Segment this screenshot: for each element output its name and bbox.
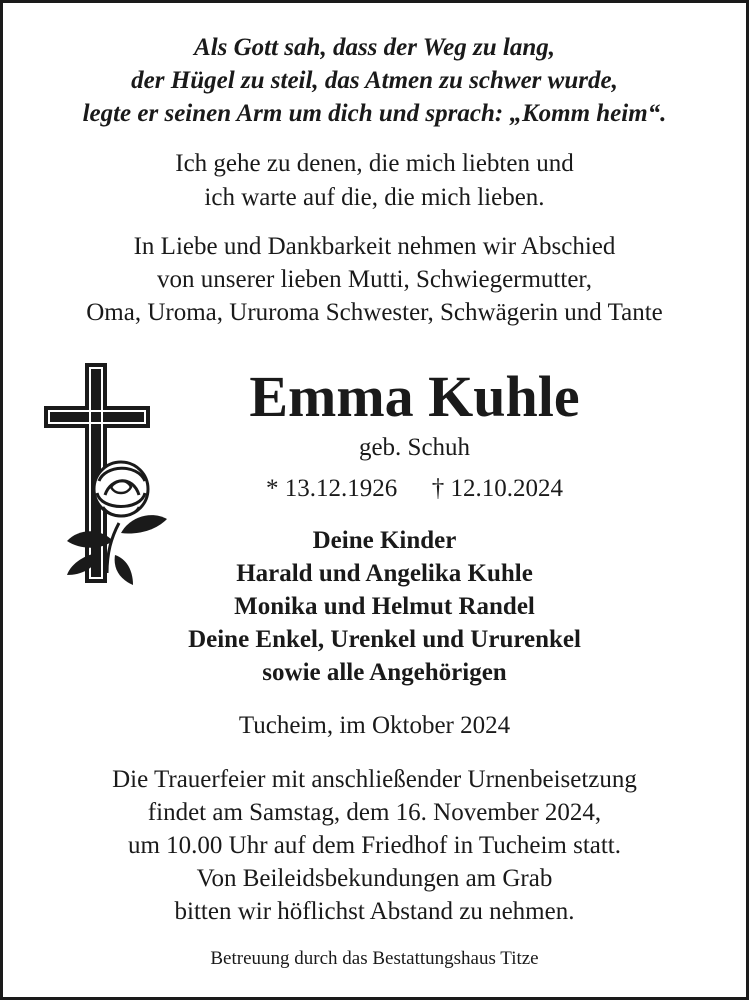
- quote-line-1: Ich gehe zu denen, die mich liebten und: [175, 150, 574, 177]
- verse-line-1: Als Gott sah, dass der Weg zu lang,: [194, 34, 555, 61]
- funeral-info-line-3: um 10.00 Uhr auf dem Friedhof in Tucheim statt.: [127, 832, 622, 859]
- mourner-line-1: Deine Kinder: [312, 527, 457, 554]
- intro-line-2: von unserer lieben Mutti, Schwiegermutter,: [157, 266, 592, 293]
- maiden-name: geb. Schuh: [358, 434, 471, 461]
- deceased-name: Emma Kuhle: [249, 364, 580, 429]
- mourner-line-2: Harald und Angelika Kuhle: [236, 560, 533, 587]
- intro-line-3: Oma, Uroma, Ururoma Schwester, Schwägerin und Tante: [86, 299, 663, 326]
- birth-date: * 13.12.1926: [266, 475, 398, 502]
- life-dates: [83, 475, 746, 503]
- mourner-line-3: Monika und Helmut Randel: [234, 593, 535, 620]
- verse-line-3: legte er seinen Arm um dich und sprach: „Komm heim“.: [82, 100, 667, 127]
- funeral-info-line-5: bitten wir höflichst Abstand zu nehmen.: [174, 898, 575, 925]
- mourner-line-4: Deine Enkel, Urenkel und Ururenkel: [188, 626, 581, 653]
- quote-line-2: ich warte auf die, die mich lieben.: [204, 184, 545, 211]
- verse-line-2: der Hügel zu steil, das Atmen zu schwer wurde,: [131, 67, 618, 94]
- death-date: † 12.10.2024: [431, 475, 563, 502]
- intro-line-1: In Liebe und Dankbarkeit nehmen wir Abschied: [133, 233, 616, 260]
- funeral-info-line-2: findet am Samstag, dem 16. November 2024,: [147, 799, 602, 826]
- place-date: Tucheim, im Oktober 2024: [238, 712, 511, 739]
- funeral-info-line-4: Von Beileidsbekundungen am Grab: [196, 865, 553, 892]
- funeral-info-line-1: Die Trauerfeier mit anschließender Urnenbeisetzung: [112, 766, 637, 793]
- mourner-line-5: sowie alle Angehörigen: [262, 659, 507, 686]
- footer-note: Betreuung durch das Bestattungshaus Titze: [210, 948, 539, 969]
